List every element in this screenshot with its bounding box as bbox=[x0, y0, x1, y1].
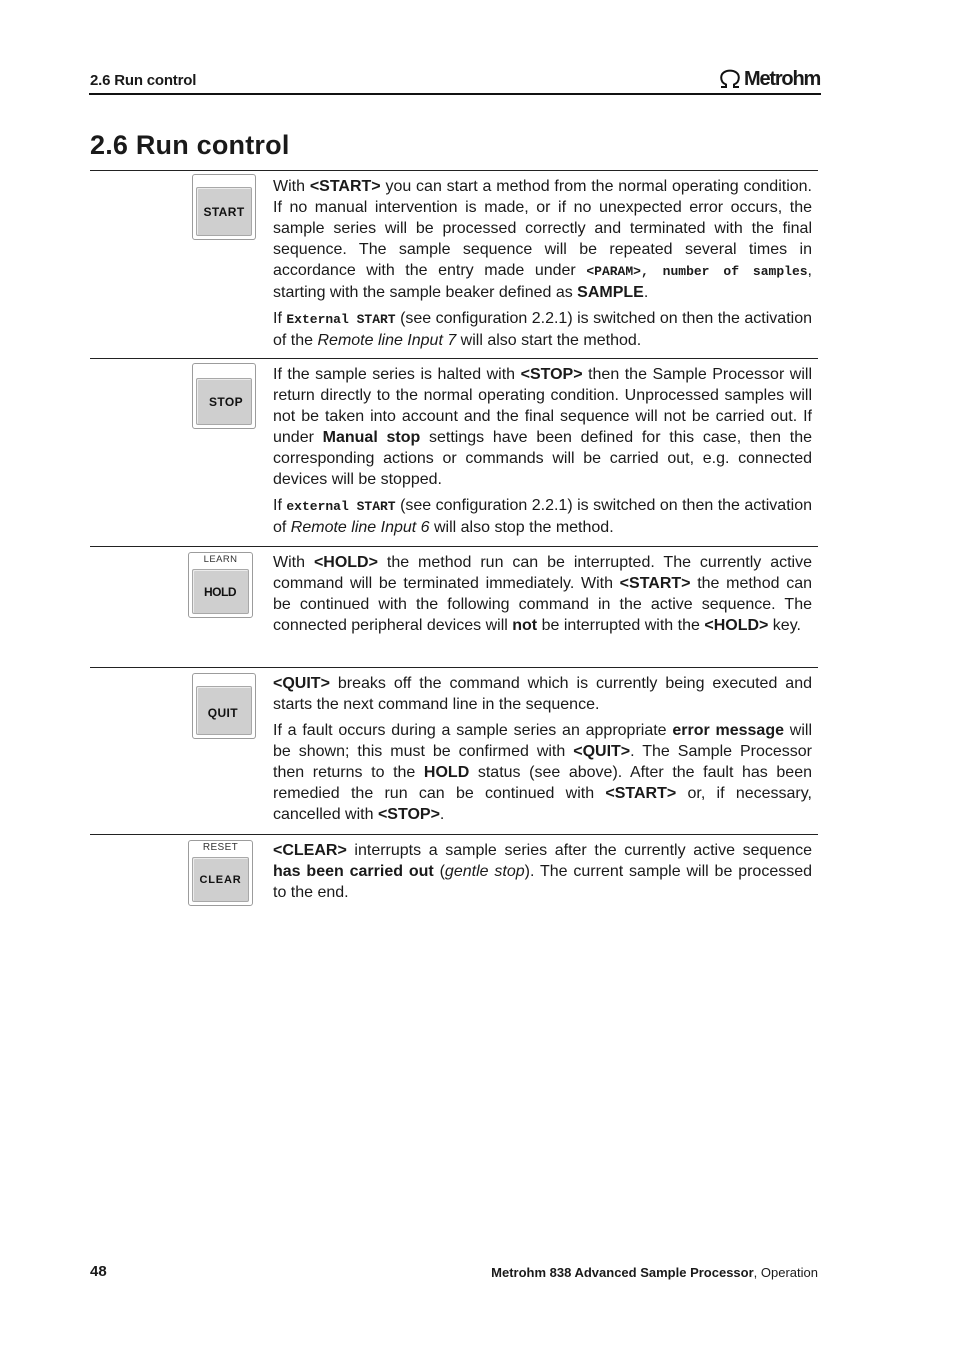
section-quit bbox=[90, 667, 818, 835]
footer-product-name: Metrohm 838 Advanced Sample Processor bbox=[491, 1265, 754, 1280]
section-stop bbox=[90, 358, 818, 547]
logo-text: Metrohm bbox=[744, 67, 821, 90]
paragraph: If External START (see configuration 2.2.1) is switched on then the activation of the Remote line Input 7 will also start the method. bbox=[273, 310, 813, 349]
quit-description bbox=[273, 673, 812, 830]
bold-term: SAMPLE bbox=[577, 284, 644, 301]
header-rule bbox=[89, 93, 821, 95]
reset-label: RESET bbox=[202, 842, 239, 853]
running-header: 2.6 Run control bbox=[90, 72, 197, 89]
paragraph: <QUIT> breaks off the command which is currently being executed and starts the next command line in the sequence. bbox=[273, 675, 812, 713]
bold-term: HOLD bbox=[423, 764, 470, 781]
code-term: External START bbox=[286, 312, 396, 327]
section-clear bbox=[90, 834, 818, 925]
italic-term: Remote line Input 6 bbox=[290, 519, 430, 536]
bold-term: <QUIT> bbox=[273, 675, 330, 692]
hold-key bbox=[188, 552, 253, 618]
bold-term: Manual stop bbox=[322, 429, 421, 446]
code-term: external START bbox=[286, 499, 396, 514]
page-title: 2.6 Run control bbox=[90, 130, 290, 160]
quit-key bbox=[192, 673, 256, 739]
start-key-face: START bbox=[196, 187, 252, 236]
bold-term: has been carried out bbox=[273, 863, 434, 880]
stop-description bbox=[273, 364, 812, 543]
bold-term: <HOLD> bbox=[704, 617, 769, 634]
hold-description bbox=[273, 552, 812, 641]
start-key bbox=[192, 174, 256, 240]
hold-key-face: HOLD bbox=[192, 569, 249, 614]
paragraph: With <START> you can start a method from the normal operating condition. If no manual intervention is made, or if no unexpected error occurs, the sample series will be processed correctly and terminated with the final sequence. The sample sequence will be repeated several times in accordance with the entry made under <PARAM>, number of samples, starting with the sample beaker defined as SAMPLE. bbox=[273, 178, 812, 301]
section-start bbox=[90, 170, 818, 359]
bold-term: <HOLD> bbox=[313, 554, 378, 571]
paragraph: With <HOLD> the method run can be interrupted. The currently active command will be terminated immediately. With <START> the method can be continued with the following command in the active sequence. The connected peripheral devices will not be interrupted with the <HOLD> key. bbox=[273, 554, 813, 634]
bold-term: <START> bbox=[309, 178, 381, 195]
bold-term: <START> bbox=[605, 785, 677, 802]
bold-term: <QUIT> bbox=[573, 743, 631, 760]
clear-description bbox=[273, 840, 812, 908]
bold-term: <CLEAR> bbox=[273, 842, 347, 859]
section-hold bbox=[90, 546, 818, 668]
learn-label: LEARN bbox=[203, 554, 238, 565]
italic-term: Remote line Input 7 bbox=[317, 332, 457, 349]
stop-key-face: STOP bbox=[196, 378, 252, 425]
omega-logo-icon bbox=[718, 69, 742, 89]
paragraph: If a fault occurs during a sample series an appropriate error message will be shown; this must be confirmed with <QUIT>. The Sample Processor then returns to the HOLD status (see above). After the fault has been remedied the run can be continued with <START> or, if necessary, cancelled with <STOP>. bbox=[273, 722, 813, 823]
bold-term: <STOP> bbox=[520, 366, 583, 383]
footer-product bbox=[491, 1265, 818, 1280]
bold-term: <START> bbox=[619, 575, 691, 592]
paragraph: If the sample series is halted with <STOP> then the Sample Processor will return directly to the normal operating condition. Unprocessed samples will not be taken into account and the final sequence will not be carried out. If under Manual stop settings have been defined for this case, then the corresponding actions or commands will be carried out, e.g. connected devices will be stopped. bbox=[273, 366, 813, 488]
page-number: 48 bbox=[90, 1263, 107, 1280]
code-term: <PARAM>, number of samples bbox=[586, 264, 808, 279]
footer-suffix: , Operation bbox=[753, 1265, 818, 1280]
quit-key-face: QUIT bbox=[196, 686, 252, 735]
metrohm-logo bbox=[718, 68, 820, 90]
stop-key bbox=[192, 363, 256, 429]
clear-key-face: CLEAR bbox=[192, 857, 249, 902]
bold-term: not bbox=[512, 617, 538, 634]
start-description bbox=[273, 176, 812, 356]
paragraph: <CLEAR> interrupts a sample series after the currently active sequence has been carried out (gentle stop). The current sample will be processed to the end. bbox=[273, 842, 813, 901]
bold-term: error message bbox=[672, 722, 784, 739]
clear-key bbox=[188, 840, 253, 906]
bold-term: <STOP> bbox=[377, 806, 440, 823]
italic-term: gentle stop bbox=[444, 863, 525, 880]
paragraph: If external START (see configuration 2.2.1) is switched on then the activation of Remote line Input 6 will also stop the method. bbox=[273, 497, 813, 536]
